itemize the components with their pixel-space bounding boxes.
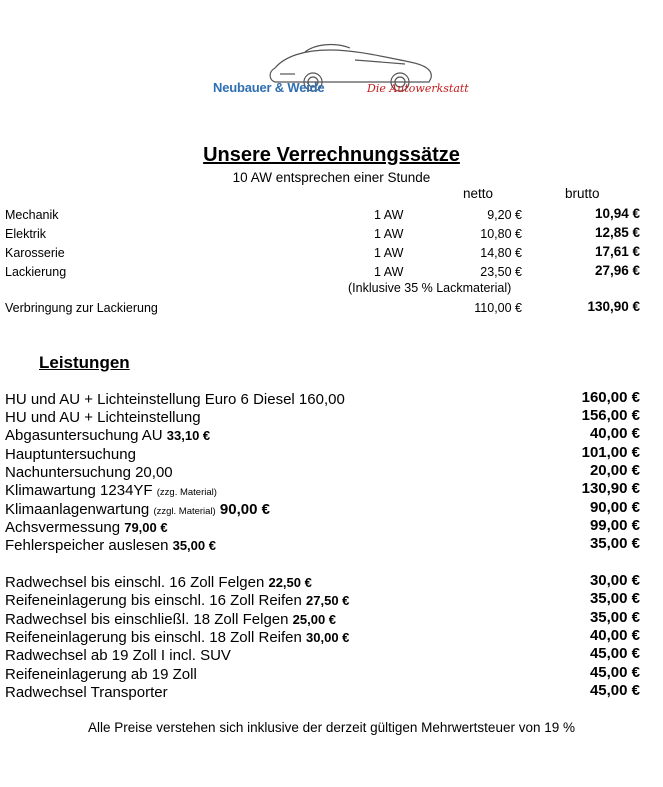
service-label	[5, 427, 210, 444]
service-name: Radwechsel Transporter	[5, 684, 168, 701]
service-name: Reifeneinlagerung bis einschl. 16 Zoll Reifen	[5, 592, 307, 609]
rate-row	[0, 263, 663, 281]
rate-row	[0, 244, 663, 262]
rate-row	[0, 206, 663, 224]
page-title: Unsere Verrechnungssätze	[203, 144, 460, 166]
service-label	[5, 592, 349, 609]
rate-brutto: 27,96 €	[594, 263, 640, 278]
service-note: (zzgl. Material)	[153, 506, 216, 517]
service-price: 35,00 €	[589, 609, 640, 626]
service-label	[5, 519, 168, 536]
service-row	[0, 592, 663, 610]
service-row	[0, 482, 663, 500]
rate-brutto: 130,90 €	[587, 299, 640, 314]
brand-tagline: Die Autowerkstatt	[367, 82, 469, 95]
service-name: Fehlerspeicher auslesen	[5, 537, 173, 554]
service-name: Abgasuntersuchung AU	[5, 427, 167, 444]
service-note: (zzg. Material)	[156, 487, 217, 498]
service-row	[0, 684, 663, 702]
subtitle: 10 AW entsprechen einer Stunde	[232, 170, 431, 185]
service-row	[0, 611, 663, 629]
service-price: 90,00 €	[589, 499, 640, 516]
service-extra-price: 90,00 €	[215, 501, 270, 518]
service-name: Klimaanlagenwartung	[5, 501, 154, 518]
service-row	[0, 409, 663, 427]
rate-name: Mechanik	[5, 208, 59, 222]
service-price: 130,90 €	[581, 480, 640, 497]
service-name: Radwechsel bis einschließl. 18 Zoll Felgen	[5, 611, 293, 628]
service-extra-price: 30,00 €	[306, 630, 350, 645]
service-name: Radwechsel bis einschl. 16 Zoll Felgen	[5, 574, 269, 591]
service-name: Radwechsel ab 19 Zoll I incl. SUV	[5, 647, 231, 664]
rate-row-transfer	[0, 299, 663, 317]
service-name: Nachuntersuchung 20,00	[5, 464, 173, 481]
service-price: 45,00 €	[589, 664, 640, 681]
service-row	[0, 464, 663, 482]
rate-unit: 1 AW	[374, 265, 404, 279]
service-price: 40,00 €	[589, 627, 640, 644]
service-price: 35,00 €	[589, 590, 640, 607]
header-netto: netto	[463, 186, 494, 201]
rate-name: Elektrik	[5, 227, 46, 241]
service-row	[0, 427, 663, 445]
service-price: 40,00 €	[589, 425, 640, 442]
lack-note: (Inklusive 35 % Lackmaterial)	[348, 281, 512, 295]
service-price: 20,00 €	[589, 462, 640, 479]
service-row	[0, 537, 663, 555]
service-name: Achsvermessung	[5, 519, 125, 536]
service-price: 45,00 €	[589, 682, 640, 699]
rate-netto: 9,20 €	[487, 208, 522, 222]
service-row	[0, 647, 663, 665]
service-name: HU und AU + Lichteinstellung	[5, 409, 201, 426]
service-price: 101,00 €	[581, 444, 640, 461]
rate-netto: 14,80 €	[480, 246, 522, 260]
service-extra-price: 25,00 €	[292, 612, 337, 627]
services-heading: Leistungen	[39, 353, 130, 372]
rate-netto: 10,80 €	[480, 227, 522, 241]
service-label	[5, 574, 312, 591]
service-name: Klimawartung 1234YF	[5, 482, 157, 499]
rate-name: Karosserie	[5, 246, 65, 260]
service-extra-price: 27,50 €	[306, 593, 350, 608]
service-name: HU und AU + Lichteinstellung Euro 6 Diesel 160,00	[5, 391, 345, 408]
service-extra-price: 79,00 €	[124, 520, 168, 535]
service-row	[0, 391, 663, 409]
car-logo-icon	[205, 30, 455, 110]
rate-brutto: 12,85 €	[594, 225, 640, 240]
header-brutto: brutto	[565, 186, 600, 201]
service-price: 45,00 €	[589, 645, 640, 662]
brand-name: Neubauer & Weide	[213, 80, 325, 95]
service-row	[0, 446, 663, 464]
service-label	[5, 501, 270, 518]
service-extra-price: 22,50 €	[268, 575, 312, 590]
service-row	[0, 629, 663, 647]
service-price: 30,00 €	[589, 572, 640, 589]
rate-row	[0, 225, 663, 243]
service-label	[5, 611, 336, 628]
service-name: Reifeneinlagerung ab 19 Zoll	[5, 666, 197, 683]
rate-unit: 1 AW	[374, 208, 404, 222]
rate-netto: 110,00 €	[474, 301, 522, 315]
rate-netto: 23,50 €	[480, 265, 522, 279]
service-extra-price: 33,10 €	[166, 428, 211, 443]
service-row	[0, 519, 663, 537]
service-label	[5, 629, 349, 646]
rate-name: Verbringung zur Lackierung	[5, 301, 158, 315]
service-name: Reifeneinlagerung bis einschl. 18 Zoll Reifen	[5, 629, 307, 646]
service-price: 35,00 €	[589, 535, 640, 552]
service-label	[5, 482, 217, 499]
rate-unit: 1 AW	[374, 246, 404, 260]
rate-unit: 1 AW	[374, 227, 404, 241]
service-price: 160,00 €	[581, 389, 640, 406]
service-row	[0, 574, 663, 592]
rate-name: Lackierung	[5, 265, 67, 279]
service-row	[0, 666, 663, 684]
service-price: 99,00 €	[589, 517, 640, 534]
service-row	[0, 501, 663, 519]
rate-brutto: 17,61 €	[594, 244, 640, 259]
service-price: 156,00 €	[581, 407, 640, 424]
rate-brutto: 10,94 €	[594, 206, 640, 221]
service-extra-price: 35,00 €	[172, 538, 216, 553]
service-name: Hauptuntersuchung	[5, 446, 136, 463]
service-label	[5, 537, 216, 554]
vat-footnote: Alle Preise verstehen sich inklusive der derzeit gültigen Mehrwertsteuer von 19 %	[88, 720, 575, 735]
